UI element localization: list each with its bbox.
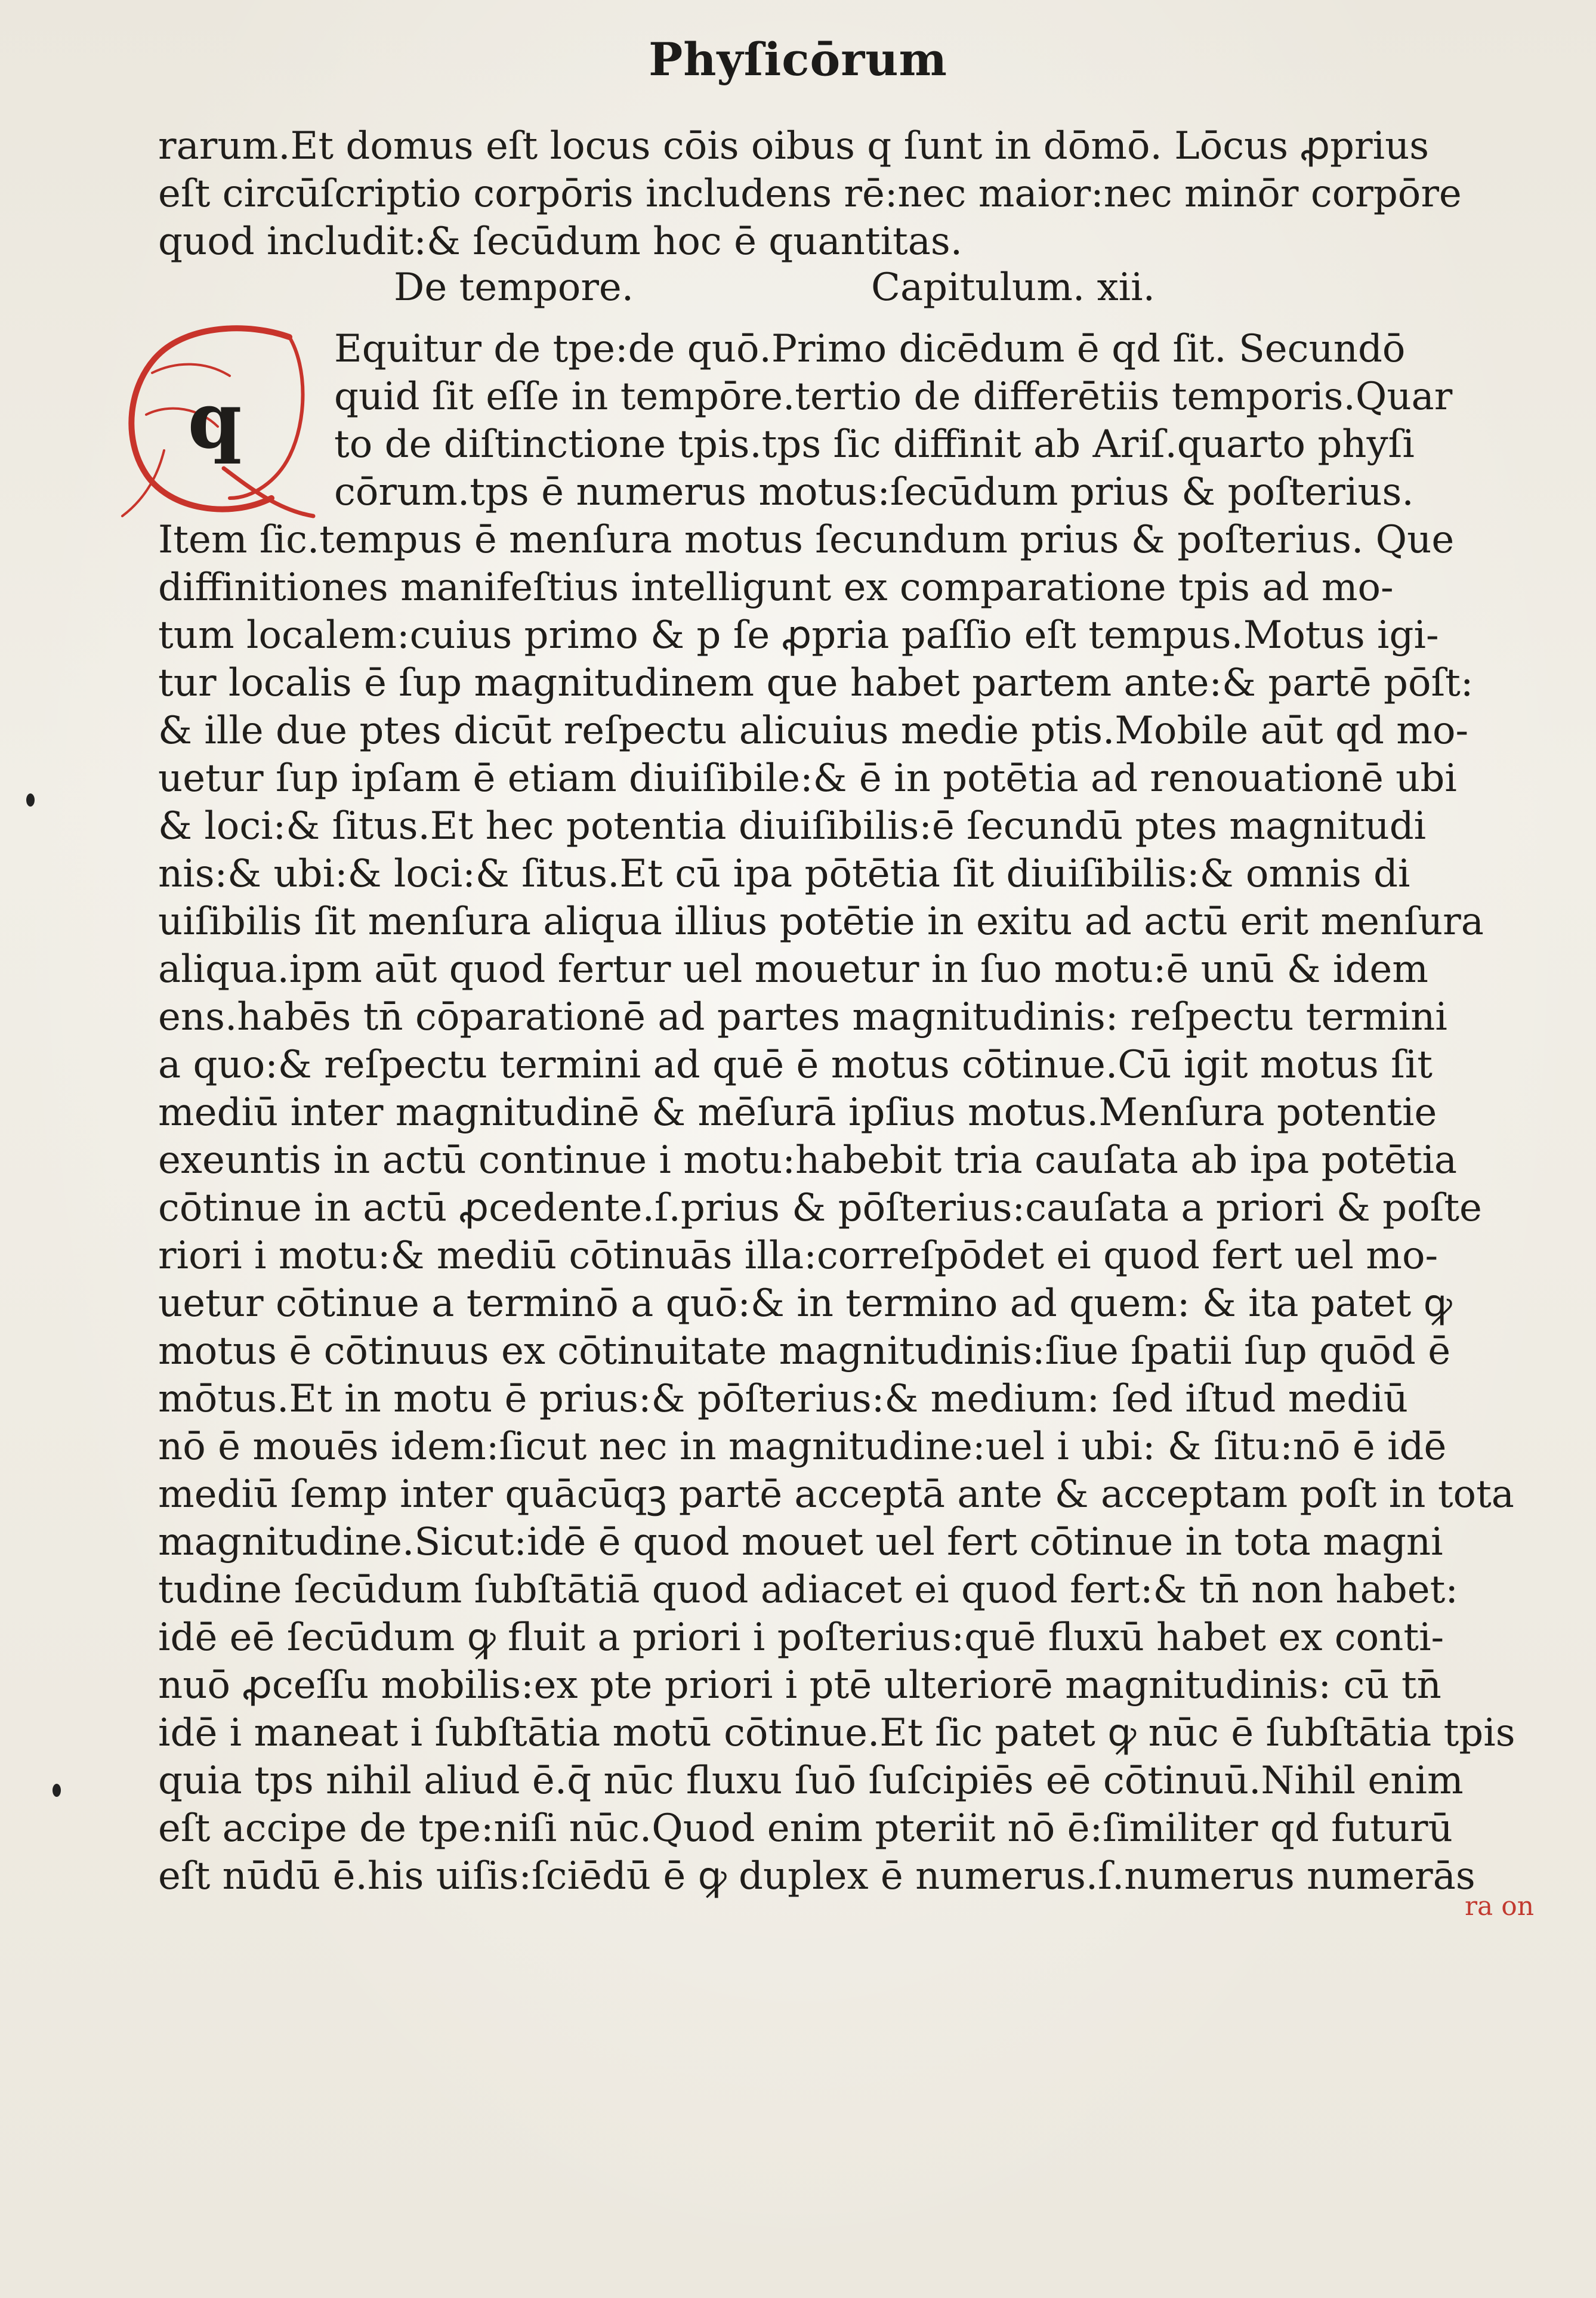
- running-header: Phyſicōrum: [649, 33, 947, 86]
- text-line: motus ē cōtinuus ex cōtinuitate magnitudinis:ſiue ſpatii ſup quōd ē: [158, 1329, 1451, 1373]
- text-line: mediū inter magnitudinē & mēſurā ipſius motus.Menſura potentie: [158, 1091, 1437, 1135]
- text-line: tum localem:cuius primo & p ſe ꝓpria paſſio eſt tempus.Motus igi-: [158, 613, 1439, 657]
- text-line: & ille due ptes dicūt reſpectu alicuius medie ptis.Mobile aūt qd mo-: [158, 709, 1469, 753]
- text-line: mediū ſemp inter quācūqꝫ partē acceptā ante & acceptam poſt in tota: [158, 1472, 1514, 1516]
- text-line: eſt accipe de tpe:niſi nūc.Quod enim pteriit nō ē:ſimiliter qd futurū: [158, 1806, 1453, 1851]
- margin-mark: [53, 1784, 61, 1797]
- top-paragraph: [158, 122, 1462, 265]
- text-line: magnitudine.Sicut:idē ē quod mouet uel fert cōtinue in tota magni: [158, 1520, 1443, 1564]
- decorated-initial: [110, 319, 319, 528]
- text-line: uetur cōtinue a terminō a quō:& in termino ad quem: & ita patet ꝙ: [158, 1281, 1452, 1326]
- text-line: exeuntis in actū continue i motu:habebit tria cauſata ab ipa potētia: [158, 1138, 1458, 1182]
- text-line: uiſibilis ſit menſura aliqua illius potētie in exitu ad actū erit menſura: [158, 900, 1484, 944]
- text-line: ens.habēs tn̄ cōparationē ad partes magnitudinis: reſpectu termini: [158, 995, 1447, 1039]
- text-line: eſt circūſcriptio corpōris includens rē:nec maior:nec minōr corpōre: [158, 172, 1462, 216]
- text-line: mōtus.Et in motu ē prius:& pōſterius:& medium: ſed iſtud mediū: [158, 1377, 1408, 1421]
- text-line: eſt nūdū ē.his uiſis:ſciēdū ē ꝙ duplex ē numerus.ſ.numerus numerās: [158, 1854, 1475, 1898]
- text-line: diffinitiones manifeſtius intelligunt ex comparatione tpis ad mo-: [158, 566, 1394, 610]
- chapter-heading: [0, 265, 1596, 313]
- text-line: idē eē ſecūdum ꝙ fluit a priori i poſterius:quē fluxū habet ex conti-: [158, 1616, 1444, 1660]
- initial-paragraph: [334, 325, 1453, 516]
- chapter-number: Capitulum. xii.: [871, 265, 1155, 310]
- text-line: quid ſit eſſe in tempōre.tertio de differētiis temporis.Quar: [334, 375, 1453, 419]
- text-line: nis:& ubi:& loci:& ſitus.Et cū ipa pōtētia ſit diuiſibilis:& omnis di: [158, 852, 1410, 896]
- text-line: quia tps nihil aliud ē.q̄ nūc fluxu ſuō ſuſcipiēs eē cōtinuū.Nihil enim: [158, 1759, 1464, 1803]
- text-line: nuō ꝓceſſu mobilis:ex pte priori i ptē ulteriorē magnitudinis: cū tn̄: [158, 1663, 1441, 1707]
- margin-mark: [26, 793, 35, 807]
- text-line: a quo:& reſpectu termini ad quē ē motus cōtinue.Cū igit motus ſit: [158, 1043, 1433, 1087]
- decorated-initial-q-icon: [110, 319, 319, 528]
- text-line: aliqua.ipm aūt quod fertur uel mouetur in ſuo motu:ē unū & idem: [158, 947, 1428, 992]
- text-line: cōtinue in actū ꝓcedente.ſ.prius & pōſterius:cauſata a priori & poſte: [158, 1186, 1482, 1230]
- text-line: & loci:& ſitus.Et hec potentia diuiſibilis:ē ſecundū ptes magnitudi: [158, 804, 1427, 848]
- text-line: Equitur de tpe:de quō.Primo dicēdum ē qd ſit. Secundō: [334, 327, 1406, 371]
- text-line: to de diſtinctione tpis.tps ſic diffinit ab Ariſ.quarto phyſi: [334, 422, 1415, 467]
- text-line: rarum.Et domus eſt locus cōis oibus q ſunt in dōmō. Lōcus ꝓprius: [158, 124, 1430, 168]
- margin-note: ra on: [1465, 1891, 1535, 1922]
- body-paragraph: [158, 516, 1515, 1900]
- text-line: tudine ſecūdum ſubſtātiā quod adiacet ei quod fert:& tn̄ non habet:: [158, 1568, 1458, 1612]
- chapter-title: De tempore.: [394, 265, 634, 310]
- text-line: Item ſic.tempus ē menſura motus ſecundum prius & poſterius. Que: [158, 518, 1455, 562]
- text-line: uetur ſup ipſam ē etiam diuiſibile:& ē in potētia ad renouationē ubi: [158, 756, 1457, 801]
- svg-text:q: q: [187, 375, 242, 466]
- text-line: idē i maneat i ſubſtātia motū cōtinue.Et ſic patet ꝙ nūc ē ſubſtātia tpis: [158, 1711, 1515, 1755]
- text-line: quod includit:& ſecūdum hoc ē quantitas.: [158, 220, 963, 264]
- text-line: tur localis ē ſup magnitudinem que habet partem ante:& partē pōſt:: [158, 661, 1474, 705]
- text-line: riori i motu:& mediū cōtinuās illa:correſpōdet ei quod fert uel mo-: [158, 1234, 1438, 1278]
- text-line: nō ē mouēs idem:ſicut nec in magnitudine:uel i ubi: & ſitu:nō ē idē: [158, 1425, 1447, 1469]
- text-line: cōrum.tps ē numerus motus:ſecūdum prius & poſterius.: [334, 470, 1414, 514]
